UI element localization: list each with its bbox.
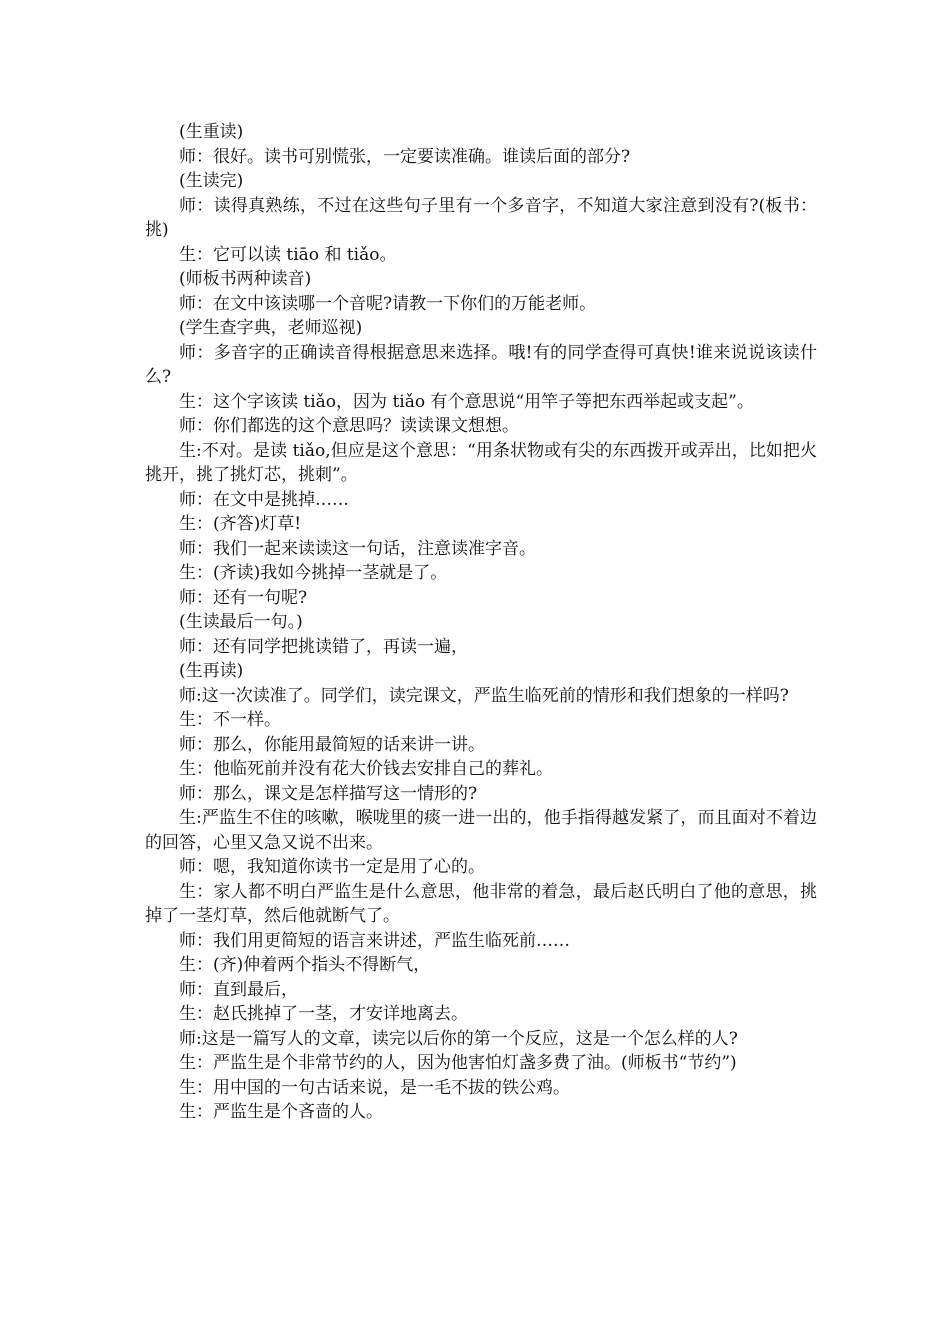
paragraph: 师:这一次读准了。同学们，读完课文，严监生临死前的情形和我们想象的一样吗? bbox=[179, 685, 789, 706]
paragraph: 师：你们都选的这个意思吗？读读课文想想。 bbox=[179, 416, 519, 436]
paragraph: 生：严监生是个非常节约的人，因为他害怕灯盏多费了油。(师板书“节约”) bbox=[179, 1053, 737, 1073]
paragraph: 生：赵氏挑掉了一茎，才安详地离去。 bbox=[179, 1004, 468, 1024]
paragraph: 师：我们一起来读读这一句话，注意读准字音。 bbox=[179, 538, 536, 559]
paragraph: 生：这个字该读 tiǎo，因为 tiǎo 有个意思说“用竿子等把东西举起或支起”。 bbox=[179, 391, 754, 412]
paragraph: 生：(齐)伸着两个指头不得断气， bbox=[179, 955, 431, 975]
paragraph: 生：不一样。 bbox=[179, 710, 281, 730]
paragraph: (生再读) bbox=[179, 661, 244, 681]
paragraph: 生:严监生不住的咳嗽，喉咙里的痰一进一出的，他手指得越发紧了，而且面对不着边的回答，心里又急又说不出来。 bbox=[145, 808, 817, 853]
paragraph: 师：我们用更简短的语言来讲述，严监生临死前…… bbox=[179, 930, 570, 951]
paragraph: 生：它可以读 tiāo 和 tiǎo。 bbox=[179, 244, 397, 265]
paragraph: 师：多音字的正确读音得根据意思来选择。哦!有的同学查得可真快!谁来说说该读什么? bbox=[145, 342, 817, 387]
document-body bbox=[145, 120, 817, 1125]
paragraph: 师：那么，课文是怎样描写这一情形的? bbox=[179, 783, 478, 804]
paragraph: 生：家人都不明白严监生是什么意思，他非常的着急，最后赵氏明白了他的意思，挑掉了一茎灯草，然后他就断气了。 bbox=[145, 881, 817, 926]
paragraph: (生读最后一句。) bbox=[179, 612, 303, 632]
paragraph: (生读完) bbox=[179, 171, 244, 191]
paragraph: 师：直到最后， bbox=[179, 979, 298, 1000]
paragraph: 师：嗯，我知道你读书一定是用了心的。 bbox=[179, 857, 485, 877]
paragraph: 生：他临死前并没有花大价钱去安排自己的葬礼。 bbox=[179, 759, 553, 779]
paragraph: 师:这是一篇写人的文章，读完以后你的第一个反应，这是一个怎么样的人? bbox=[179, 1028, 738, 1049]
paragraph: 生：(齐读)我如今挑掉一茎就是了。 bbox=[179, 563, 448, 583]
paragraph: 师：在文中该读哪一个音呢?请教一下你们的万能老师。 bbox=[179, 293, 597, 314]
paragraph: 师：很好。读书可别慌张，一定要读准确。谁读后面的部分? bbox=[179, 146, 631, 167]
paragraph: (生重读) bbox=[179, 122, 244, 142]
paragraph: 师：还有一句呢? bbox=[179, 587, 308, 608]
paragraph: 师：在文中是挑掉…… bbox=[179, 489, 349, 510]
paragraph: 师：那么，你能用最简短的话来讲一讲。 bbox=[179, 734, 485, 755]
paragraph: 生:不对。是读 tiǎo,但应是这个意思：“用条状物或有尖的东西拨开或弄出，比如把火挑开，挑了挑灯芯，挑刺”。 bbox=[145, 440, 817, 485]
paragraph: 师：还有同学把挑读错了，再读一遍， bbox=[179, 636, 468, 657]
paragraph: 生：严监生是个吝啬的人。 bbox=[179, 1102, 383, 1122]
paragraph: 生：(齐答)灯草! bbox=[179, 514, 302, 534]
paragraph: (师板书两种读音) bbox=[179, 269, 312, 289]
paragraph: 生：用中国的一句古话来说，是一毛不拔的铁公鸡。 bbox=[179, 1077, 570, 1098]
paragraph: 师：读得真熟练，不过在这些句子里有一个多音字，不知道大家注意到没有?(板书：挑) bbox=[145, 195, 817, 240]
paragraph: (学生查字典，老师巡视) bbox=[179, 318, 363, 338]
